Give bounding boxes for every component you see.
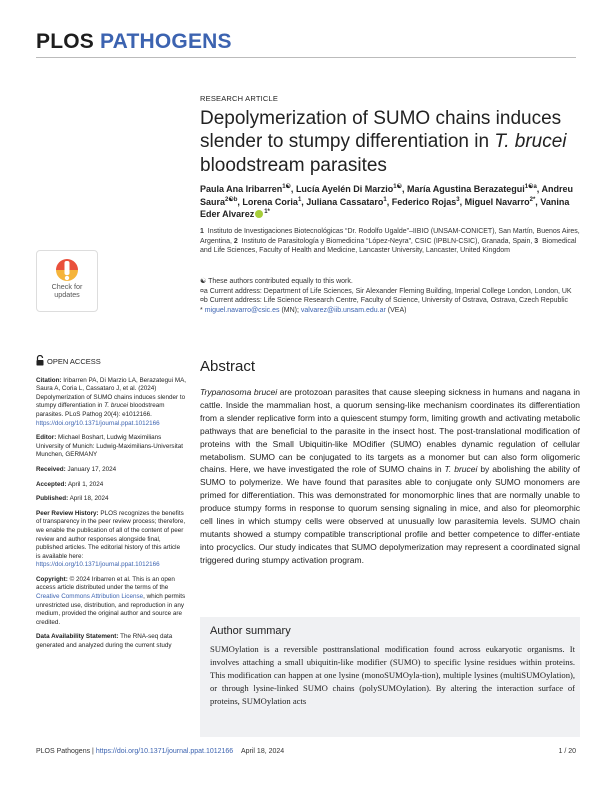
author-summary-heading: Author summary bbox=[210, 625, 291, 637]
equal-contribution-note: ☯ These authors contributed equally to this work. bbox=[200, 278, 353, 285]
author-name[interactable]: Juliana Cassataro bbox=[306, 196, 384, 207]
open-access-label bbox=[36, 355, 186, 369]
author-sup: 1 bbox=[383, 196, 387, 203]
article-title bbox=[200, 107, 580, 177]
affiliation-num: 3 bbox=[534, 237, 539, 245]
author-sup: 1☯ bbox=[282, 184, 291, 190]
citation-doi-link[interactable]: https://doi.org/10.1371/journal.ppat.1012166 bbox=[36, 419, 160, 427]
affiliation-text: Biomedical and Life Sciences, Faculty of Health and Medicine, Lancaster University, Lancaster, United Kingdom bbox=[200, 237, 577, 255]
citation-block bbox=[36, 377, 186, 429]
current-address-b: ¤b Current address: Life Science Research Centre, Faculty of Science, University of Ostrava, Ostrava, Czech Republic bbox=[200, 297, 569, 305]
author-notes bbox=[200, 277, 580, 315]
corresponding-star: * bbox=[200, 306, 203, 314]
accepted-label: Accepted: bbox=[36, 480, 67, 488]
received-block bbox=[36, 466, 186, 475]
open-lock-icon bbox=[36, 355, 44, 369]
email-link-navarro[interactable]: miguel.navarro@csic.es bbox=[204, 306, 280, 314]
title-italic: T. brucei bbox=[494, 131, 567, 153]
author-sup: 2* bbox=[529, 196, 536, 203]
title-part1: Depolymerization of SUMO chains induces slender to stumpy differentiation in bbox=[200, 108, 562, 153]
copyright-text: © 2024 Iribarren et al. This is an open access article distributed under the terms of the bbox=[36, 575, 175, 592]
published-label: Published: bbox=[36, 495, 69, 503]
author-name[interactable]: Paula Ana Iribarren bbox=[200, 184, 283, 194]
author-sup: 3 bbox=[456, 196, 460, 203]
citation-label: Citation: bbox=[36, 376, 62, 384]
author-summary-body: SUMOylation is a reversible posttranslational modification found across eukaryotic organisms. It involves attaching a small ubiquitin-like modifier (SUMO) to specific lysine residues within proteins. This modification can happen at one lysine (monoSUMOyla-tion), multiple lysines (multiSUMOylation), or through lysine-linked SUMO chains (polySUMOylation). By altering the interaction surface of proteins, SUMOylation acts bbox=[210, 644, 575, 706]
author-name[interactable]: Miguel Navarro bbox=[464, 196, 530, 207]
check-updates-line2: updates bbox=[54, 290, 80, 299]
check-updates-line1: Check for bbox=[51, 282, 83, 291]
email-tag: (MN); bbox=[279, 306, 299, 314]
page-number: 1 / 20 bbox=[558, 748, 576, 755]
check-for-updates-button[interactable] bbox=[36, 250, 98, 312]
author-sup: 1* bbox=[264, 209, 270, 216]
peer-review-block bbox=[36, 510, 186, 570]
footer-doi-link[interactable]: https://doi.org/10.1371/journal.ppat.1012166 bbox=[95, 748, 234, 755]
license-link[interactable]: Creative Commons Attribution License bbox=[36, 593, 144, 601]
peer-review-text: PLOS recognizes the benefits of transparency in the peer review process; therefore, we enable the publication of all of the content of peer review and author responses alongside final, published articles. The editorial history of this article is available here: bbox=[36, 509, 186, 560]
author-sup: 2☯b bbox=[225, 196, 238, 203]
email-link-alvarez[interactable]: valvarez@iib.unsam.edu.ar bbox=[300, 306, 386, 314]
published-block bbox=[36, 495, 186, 504]
author-sup: 1☯ bbox=[393, 184, 403, 190]
author-list: Paula Ana Iribarren$^{1☯}$, Lucía Ayelén Di Marzio$^{1☯}$, María Agustina Berazategui$^{1☯a}$, Andreu Saura$^{2☯b}$, Lorena Coria$^1$, Juliana Cassataro$^1$, Federico Rojas$^3$, Miguel Navarro$^{2*}$, Vanina Eder Alvarez $^{1*}$ bbox=[200, 184, 573, 220]
abstract-text: are protozoan parasites that cause sleeping sickness in humans and nagana in cattle. Inside the mammalian host, a quorum sensing-like mechanism coordinates its differentiation from a slender replicative form into a quiescent stumpy form, limiting growth and activating metabolic pathways that are beneficial to the parasite in the insect host. The post-translational modification of proteins with the Small Ubiquitin-like MOdifier (SUMO) enables dynamic regulation of cellular metabolism. SUMO can be conjugated to its targets as a monomer but can also form oligomeric chains. Here, we have investigated the role of SUMO chains in bbox=[200, 387, 580, 475]
copyright-text-end: , which permits unrestricted use, distribution, and reproduction in any medium, provided the original author and source are credited. bbox=[36, 593, 186, 626]
title-part2: bloodstream parasites bbox=[200, 154, 387, 176]
open-access-text: OPEN ACCESS bbox=[47, 356, 101, 366]
affiliation-num: 2 bbox=[233, 237, 238, 245]
published-date: April 18, 2024 bbox=[68, 495, 109, 503]
author-sup: 1☯a bbox=[524, 184, 537, 190]
citation-text: Iribarren PA, Di Marzio LA, Berazategui MA, Saura A, Coria L, Cassataro J, et al. (2024) Depolymerization of SUMO chains induces slender to stumpy differentiation in bbox=[36, 376, 187, 410]
check-updates-icon bbox=[54, 257, 80, 283]
abstract-italic: T. brucei bbox=[444, 464, 478, 475]
data-availability-label: Data Availability Statement: bbox=[36, 633, 119, 641]
journal-name-plos: PLOS bbox=[36, 30, 94, 53]
accepted-block bbox=[36, 481, 186, 490]
journal-logo bbox=[36, 30, 232, 54]
article-type: RESEARCH ARTICLE bbox=[200, 94, 279, 103]
journal-name-pathogens: PATHOGENS bbox=[100, 30, 232, 53]
current-address-a: ¤a Current address: Department of Life Sciences, Sir Alexander Fleming Building, Imperial College London, London, UK bbox=[200, 287, 572, 295]
data-availability-block bbox=[36, 633, 186, 650]
author-name[interactable]: Vanina Eder Alvarez bbox=[200, 196, 570, 220]
data-availability-text: The RNA-seq data generated and analyzed during the current study bbox=[36, 633, 173, 650]
author-name[interactable]: Lucía Ayelén Di Marzio bbox=[295, 184, 394, 194]
corresponding-emails bbox=[200, 306, 580, 316]
author-sup: 1 bbox=[297, 196, 302, 203]
author-name[interactable]: Andreu Saura bbox=[200, 184, 573, 207]
article-info-sidebar bbox=[36, 355, 186, 657]
email-tag: (VEA) bbox=[385, 306, 407, 314]
copyright-label: Copyright: bbox=[36, 575, 68, 583]
page-footer bbox=[36, 748, 576, 755]
abstract-text-end: by abolishing the ability of SUMO to polymerize. We have found that parasites able to conjugate only SUMO monomers are primed for differentiation. This was demonstrated for monomorphic lines that are normally unable to produce stumpy forms in response to quorum sensing signaling in mice, and also for pleomorphic cell lines in which stumpy cells were observed at unusually low parasitemia levels. SUMO chain mutants showed a stumpy compatible transcriptional profile and better competence to differ-entiate into procyclics. Our study indicates that SUMO depolymerization may represent a coordinated signal triggered during stumpy activation program. bbox=[200, 464, 580, 565]
affiliation-text: Instituto de Parasitología y Biomedicina “López-Neyra”, CSIC (IPBLN-CSIC), Granada, Spain, bbox=[241, 237, 533, 245]
affiliation-text: Instituto de Investigaciones Biotecnológicas “Dr. Rodolfo Ugalde”–IIBIO (UNSAM-CONICET), San Martín, Buenos Aires, Argentina, bbox=[200, 228, 580, 245]
peer-review-link[interactable]: https://doi.org/10.1371/journal.ppat.1012166 bbox=[36, 561, 160, 569]
header-divider bbox=[36, 57, 576, 58]
editor-block bbox=[36, 434, 186, 460]
author-name[interactable]: Federico Rojas bbox=[391, 196, 457, 207]
accepted-date: April 1, 2024 bbox=[66, 480, 104, 488]
received-label: Received: bbox=[36, 465, 66, 473]
affiliations bbox=[200, 227, 580, 256]
citation-italic: T. brucei bbox=[104, 402, 129, 410]
abstract-heading: Abstract bbox=[200, 358, 256, 375]
affiliation-num: 1 bbox=[200, 228, 204, 235]
peer-review-label: Peer Review History: bbox=[36, 509, 99, 517]
author-name[interactable]: Lorena Coria bbox=[242, 196, 298, 207]
orcid-icon[interactable] bbox=[255, 210, 263, 218]
editor-text: Michael Boshart, Ludwig Maximilians University of Munich: Ludwig-Maximilians-Universitat Munchen, GERMANY bbox=[36, 434, 183, 459]
citation-text-end: bloodstream parasites. PLoS Pathog 20(4): e1012166. bbox=[36, 402, 165, 418]
footer-date: April 18, 2024 bbox=[240, 748, 285, 755]
footer-separator: | bbox=[90, 748, 96, 755]
copyright-block bbox=[36, 576, 186, 628]
abstract-body bbox=[200, 386, 580, 567]
author-name[interactable]: María Agustina Berazategui bbox=[407, 184, 525, 194]
received-date: January 17, 2024 bbox=[65, 465, 117, 473]
footer-journal: PLOS Pathogens bbox=[36, 748, 91, 755]
abstract-italic-species: Trypanosoma brucei bbox=[200, 387, 278, 397]
editor-label: Editor: bbox=[36, 434, 57, 442]
